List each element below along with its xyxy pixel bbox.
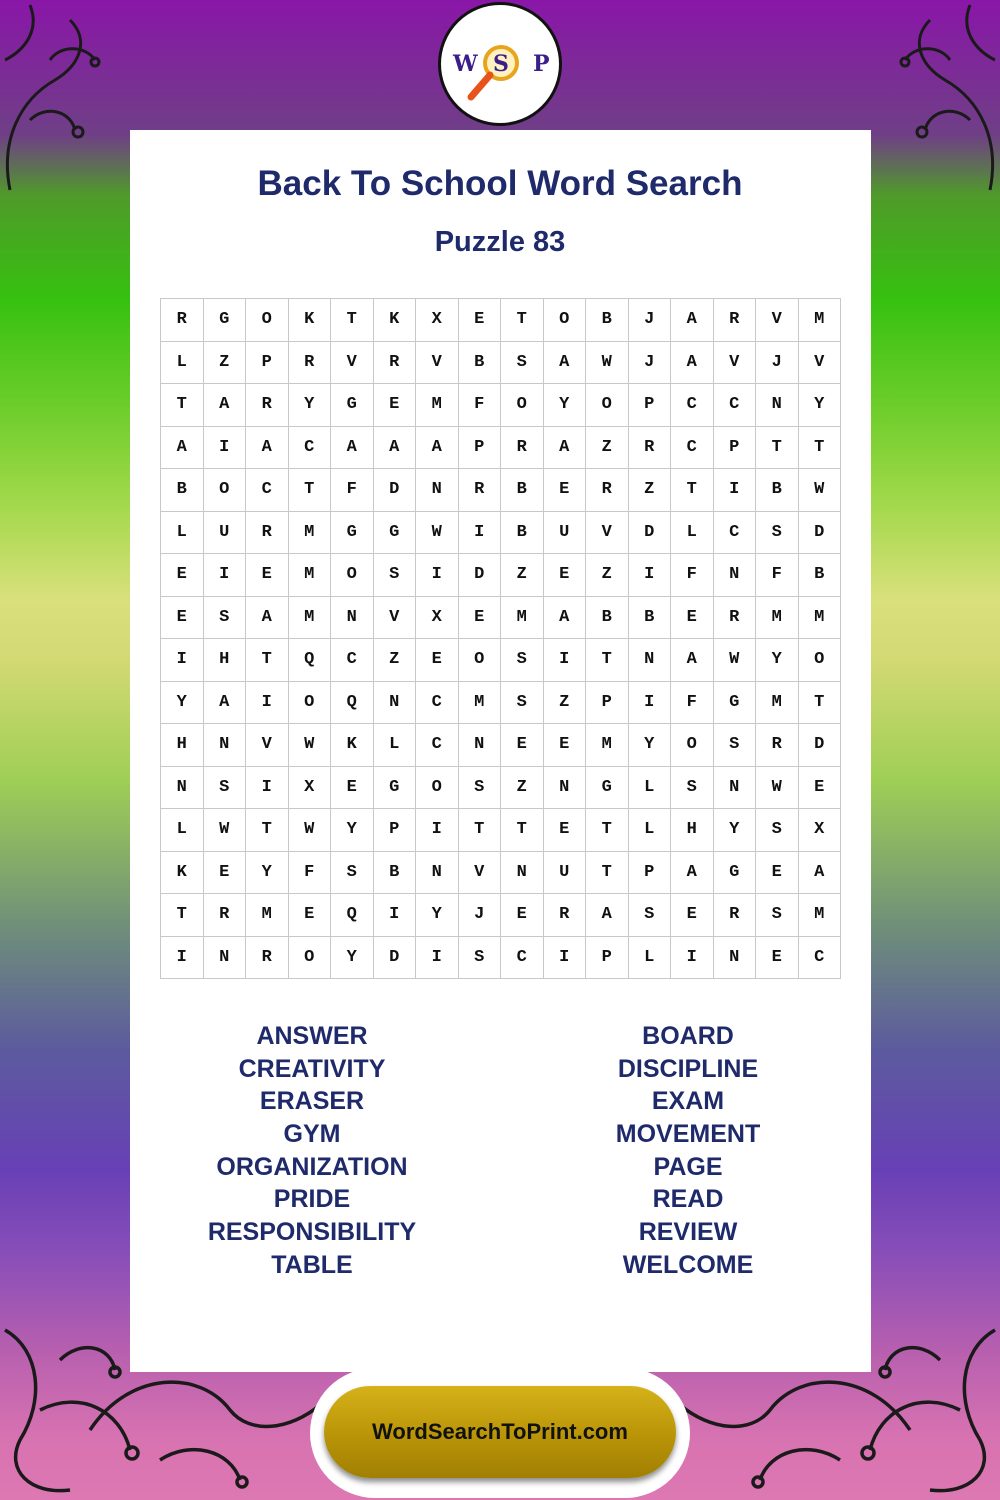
grid-cell: P [586, 682, 629, 725]
grid-cell: Z [501, 554, 544, 597]
grid-cell: E [544, 724, 587, 767]
grid-cell: C [501, 937, 544, 980]
grid-cell: A [246, 427, 289, 470]
grid-cell: W [416, 512, 459, 555]
grid-cell: Z [586, 554, 629, 597]
grid-cell: T [161, 384, 204, 427]
grid-cell: C [799, 937, 842, 980]
grid-cell: O [459, 639, 502, 682]
grid-cell: Z [204, 342, 247, 385]
grid-cell: A [246, 597, 289, 640]
word-item: CREATIVITY [238, 1054, 386, 1083]
grid-cell: M [756, 682, 799, 725]
grid-cell: B [161, 469, 204, 512]
grid-cell: O [586, 384, 629, 427]
grid-cell: E [671, 597, 714, 640]
grid-cell: R [289, 342, 332, 385]
grid-cell: S [629, 894, 672, 937]
grid-cell: B [629, 597, 672, 640]
grid-cell: B [501, 512, 544, 555]
grid-cell: K [289, 299, 332, 342]
grid-cell: F [671, 682, 714, 725]
grid-cell: U [544, 512, 587, 555]
grid-cell: N [204, 937, 247, 980]
grid-cell: T [289, 469, 332, 512]
grid-cell: L [629, 809, 672, 852]
grid-cell: V [799, 342, 842, 385]
grid-cell: Y [416, 894, 459, 937]
grid-cell: I [416, 937, 459, 980]
grid-cell: N [416, 469, 459, 512]
grid-cell: O [501, 384, 544, 427]
grid-cell: G [714, 682, 757, 725]
grid-cell: Q [289, 639, 332, 682]
grid-cell: S [714, 724, 757, 767]
grid-cell: P [246, 342, 289, 385]
grid-cell: R [246, 384, 289, 427]
grid-cell: G [204, 299, 247, 342]
grid-cell: B [586, 299, 629, 342]
grid-cell: M [416, 384, 459, 427]
grid-cell: A [544, 342, 587, 385]
grid-cell: Y [331, 809, 374, 852]
grid-cell: O [246, 299, 289, 342]
grid-cell: C [246, 469, 289, 512]
grid-cell: T [331, 299, 374, 342]
grid-cell: R [714, 299, 757, 342]
grid-cell: M [799, 299, 842, 342]
grid-cell: I [161, 937, 204, 980]
grid-cell: E [459, 597, 502, 640]
word-item: MOVEMENT [615, 1120, 761, 1149]
grid-cell: A [544, 427, 587, 470]
grid-cell: E [501, 894, 544, 937]
grid-cell: T [501, 809, 544, 852]
grid-cell: N [714, 767, 757, 810]
grid-cell: Y [799, 384, 842, 427]
logo-letter-s: S [493, 51, 509, 77]
grid-cell: T [246, 809, 289, 852]
word-item: GYM [283, 1120, 341, 1149]
grid-cell: N [416, 852, 459, 895]
grid-cell: N [714, 937, 757, 980]
grid-cell: S [756, 894, 799, 937]
grid-cell: T [586, 852, 629, 895]
word-item: ERASER [259, 1087, 365, 1116]
grid-cell: X [416, 597, 459, 640]
grid-cell: I [374, 894, 417, 937]
grid-cell: E [501, 724, 544, 767]
grid-cell: T [586, 809, 629, 852]
grid-cell: L [374, 724, 417, 767]
grid-cell: Y [331, 937, 374, 980]
grid-cell: O [289, 682, 332, 725]
grid-cell: B [374, 852, 417, 895]
grid-cell: I [459, 512, 502, 555]
grid-cell: S [756, 809, 799, 852]
grid-cell: T [799, 682, 842, 725]
grid-cell: W [714, 639, 757, 682]
grid-cell: R [501, 427, 544, 470]
page-title: Back To School Word Search [257, 164, 743, 203]
word-item: PRIDE [273, 1185, 351, 1214]
grid-cell: J [756, 342, 799, 385]
grid-cell: W [289, 809, 332, 852]
grid-cell: R [459, 469, 502, 512]
grid-cell: M [799, 894, 842, 937]
word-item: ANSWER [256, 1022, 368, 1050]
grid-cell: M [289, 512, 332, 555]
grid-cell: E [544, 469, 587, 512]
grid-cell: Z [586, 427, 629, 470]
grid-cell: N [544, 767, 587, 810]
grid-cell: C [671, 384, 714, 427]
grid-cell: T [799, 427, 842, 470]
grid-cell: S [501, 342, 544, 385]
grid-cell: C [289, 427, 332, 470]
grid-cell: Q [331, 682, 374, 725]
grid-cell: I [416, 554, 459, 597]
grid-cell: G [374, 512, 417, 555]
grid-cell: S [204, 597, 247, 640]
grid-cell: C [714, 384, 757, 427]
grid-cell: R [586, 469, 629, 512]
grid-cell: K [331, 724, 374, 767]
grid-cell: A [161, 427, 204, 470]
grid-cell: V [331, 342, 374, 385]
grid-cell: E [756, 937, 799, 980]
grid-cell: P [374, 809, 417, 852]
word-item: BOARD [642, 1022, 734, 1050]
grid-cell: A [671, 299, 714, 342]
grid-cell: Y [544, 384, 587, 427]
grid-cell: B [586, 597, 629, 640]
grid-cell: F [331, 469, 374, 512]
grid-cell: M [289, 597, 332, 640]
grid-cell: F [756, 554, 799, 597]
grid-cell: C [671, 427, 714, 470]
website-button[interactable] [324, 1386, 676, 1478]
word-item: WELCOME [622, 1250, 754, 1279]
grid-cell: L [671, 512, 714, 555]
grid-cell: X [799, 809, 842, 852]
grid-cell: U [544, 852, 587, 895]
grid-cell: S [204, 767, 247, 810]
grid-cell: R [204, 894, 247, 937]
grid-cell: W [289, 724, 332, 767]
grid-cell: O [416, 767, 459, 810]
grid-cell: Z [544, 682, 587, 725]
grid-cell: V [714, 342, 757, 385]
grid-cell: I [246, 767, 289, 810]
grid-cell: V [416, 342, 459, 385]
grid-cell: N [331, 597, 374, 640]
grid-cell: Y [756, 639, 799, 682]
word-list-left [162, 1020, 462, 1282]
grid-cell: N [629, 639, 672, 682]
grid-cell: M [756, 597, 799, 640]
grid-cell: G [714, 852, 757, 895]
grid-cell: C [416, 682, 459, 725]
grid-cell: S [501, 639, 544, 682]
grid-cell: L [161, 512, 204, 555]
grid-cell: R [629, 427, 672, 470]
grid-cell: T [246, 639, 289, 682]
grid-cell: E [204, 852, 247, 895]
grid-cell: B [799, 554, 842, 597]
grid-cell: N [459, 724, 502, 767]
grid-cell: G [331, 512, 374, 555]
grid-cell: K [161, 852, 204, 895]
grid-cell: I [544, 639, 587, 682]
grid-cell: E [246, 554, 289, 597]
word-item: DISCIPLINE [617, 1054, 759, 1083]
grid-cell: A [671, 639, 714, 682]
grid-cell: I [671, 937, 714, 980]
grid-cell: I [204, 554, 247, 597]
grid-cell: X [416, 299, 459, 342]
grid-cell: M [501, 597, 544, 640]
grid-cell: B [756, 469, 799, 512]
grid-cell: E [416, 639, 459, 682]
grid-cell: H [671, 809, 714, 852]
grid-cell: G [374, 767, 417, 810]
word-item: RESPONSIBILITY [207, 1218, 417, 1247]
grid-cell: E [799, 767, 842, 810]
grid-cell: I [714, 469, 757, 512]
grid-cell: Y [161, 682, 204, 725]
grid-cell: E [756, 852, 799, 895]
grid-cell: T [501, 299, 544, 342]
grid-cell: M [289, 554, 332, 597]
grid-cell: D [629, 512, 672, 555]
grid-cell: E [459, 299, 502, 342]
grid-cell: R [756, 724, 799, 767]
grid-cell: O [331, 554, 374, 597]
grid-cell: E [161, 597, 204, 640]
grid-cell: N [501, 852, 544, 895]
grid-cell: T [161, 894, 204, 937]
grid-cell: I [416, 809, 459, 852]
grid-cell: Z [374, 639, 417, 682]
grid-cell: S [374, 554, 417, 597]
grid-cell: E [671, 894, 714, 937]
grid-cell: N [374, 682, 417, 725]
grid-cell: Z [501, 767, 544, 810]
grid-cell: B [501, 469, 544, 512]
grid-cell: P [714, 427, 757, 470]
grid-cell: V [246, 724, 289, 767]
grid-cell: F [671, 554, 714, 597]
grid-cell: N [161, 767, 204, 810]
grid-cell: P [629, 384, 672, 427]
word-item: READ [652, 1185, 724, 1214]
grid-cell: D [799, 512, 842, 555]
grid-cell: C [714, 512, 757, 555]
grid-cell: B [459, 342, 502, 385]
grid-cell: M [459, 682, 502, 725]
grid-cell: A [586, 894, 629, 937]
grid-cell: M [586, 724, 629, 767]
grid-cell: P [586, 937, 629, 980]
grid-cell: F [459, 384, 502, 427]
grid-cell: E [331, 767, 374, 810]
puzzle-number: Puzzle 83 [434, 226, 566, 258]
grid-cell: O [799, 639, 842, 682]
grid-cell: K [374, 299, 417, 342]
grid-cell: A [204, 384, 247, 427]
grid-cell: P [459, 427, 502, 470]
grid-cell: A [416, 427, 459, 470]
grid-cell: X [289, 767, 332, 810]
grid-cell: I [629, 682, 672, 725]
grid-cell: R [544, 894, 587, 937]
grid-cell: A [204, 682, 247, 725]
word-item: EXAM [651, 1087, 725, 1116]
grid-cell: V [374, 597, 417, 640]
grid-cell: G [586, 767, 629, 810]
grid-cell: I [544, 937, 587, 980]
word-list-right [538, 1020, 838, 1282]
grid-cell: E [374, 384, 417, 427]
grid-cell: S [501, 682, 544, 725]
grid-cell: D [459, 554, 502, 597]
grid-cell: S [459, 767, 502, 810]
grid-cell: P [629, 852, 672, 895]
grid-cell: L [161, 342, 204, 385]
grid-cell: Y [714, 809, 757, 852]
grid-cell: Q [331, 894, 374, 937]
grid-cell: D [799, 724, 842, 767]
grid-cell: R [714, 597, 757, 640]
grid-cell: O [671, 724, 714, 767]
grid-cell: L [629, 937, 672, 980]
grid-cell: T [459, 809, 502, 852]
grid-cell: R [714, 894, 757, 937]
grid-cell: S [671, 767, 714, 810]
grid-cell: T [756, 427, 799, 470]
grid-cell: Y [289, 384, 332, 427]
grid-cell: I [629, 554, 672, 597]
grid-cell: A [799, 852, 842, 895]
word-item: PAGE [653, 1152, 723, 1181]
grid-cell: F [289, 852, 332, 895]
grid-cell: W [756, 767, 799, 810]
grid-cell: M [246, 894, 289, 937]
grid-cell: J [459, 894, 502, 937]
grid-cell: C [331, 639, 374, 682]
grid-cell: E [289, 894, 332, 937]
grid-cell: J [629, 342, 672, 385]
grid-cell: I [161, 639, 204, 682]
grid-cell: I [246, 682, 289, 725]
grid-cell: Z [629, 469, 672, 512]
grid-cell: R [246, 512, 289, 555]
word-item: REVIEW [638, 1218, 738, 1247]
grid-cell: N [714, 554, 757, 597]
logo-letter-p: P [533, 51, 550, 77]
grid-cell: A [374, 427, 417, 470]
grid-cell: H [161, 724, 204, 767]
grid-cell: T [586, 639, 629, 682]
grid-cell: N [204, 724, 247, 767]
grid-cell: C [416, 724, 459, 767]
grid-cell: A [671, 342, 714, 385]
grid-cell: A [544, 597, 587, 640]
grid-cell: O [544, 299, 587, 342]
word-item: TABLE [271, 1250, 353, 1279]
grid-cell: E [544, 554, 587, 597]
grid-cell: A [671, 852, 714, 895]
grid-cell: V [756, 299, 799, 342]
grid-cell: O [204, 469, 247, 512]
grid-cell: G [331, 384, 374, 427]
grid-cell: L [629, 767, 672, 810]
grid-cell: E [544, 809, 587, 852]
grid-cell: R [374, 342, 417, 385]
grid-cell: A [331, 427, 374, 470]
grid-cell: O [289, 937, 332, 980]
grid-cell: H [204, 639, 247, 682]
grid-cell: Y [246, 852, 289, 895]
grid-cell: V [586, 512, 629, 555]
grid-cell: V [459, 852, 502, 895]
logo-letter-w: W [453, 51, 478, 77]
grid-cell: N [756, 384, 799, 427]
grid-cell: W [586, 342, 629, 385]
grid-cell: I [204, 427, 247, 470]
grid-cell: J [629, 299, 672, 342]
grid-cell: M [799, 597, 842, 640]
grid-cell: Y [629, 724, 672, 767]
word-item: ORGANIZATION [216, 1152, 408, 1181]
grid-cell: L [161, 809, 204, 852]
website-link[interactable]: WordSearchToPrint.com [372, 1419, 628, 1444]
grid-cell: S [331, 852, 374, 895]
grid-cell: R [161, 299, 204, 342]
grid-cell: D [374, 937, 417, 980]
grid-cell: W [204, 809, 247, 852]
grid-cell: D [374, 469, 417, 512]
grid-cell: S [756, 512, 799, 555]
grid-cell: S [459, 937, 502, 980]
grid-cell: E [161, 554, 204, 597]
grid-cell: U [204, 512, 247, 555]
grid-cell: R [246, 937, 289, 980]
letter-grid [160, 298, 841, 979]
grid-cell: W [799, 469, 842, 512]
grid-cell: T [671, 469, 714, 512]
logo [438, 2, 562, 126]
